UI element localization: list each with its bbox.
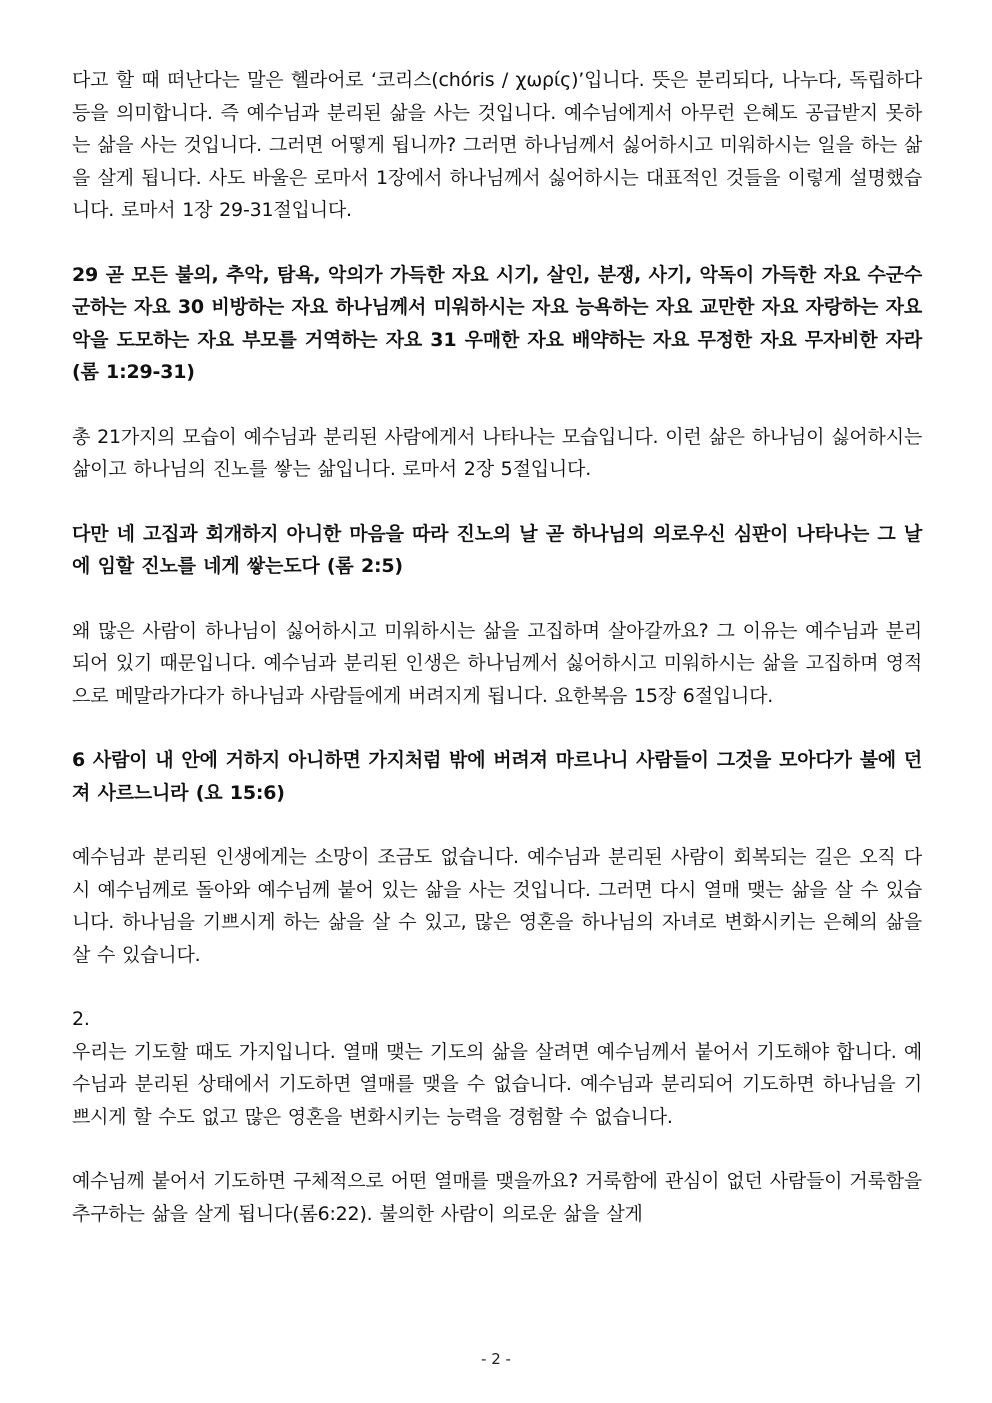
scripture-john-15-6: 6 사람이 내 안에 거하지 아니하면 가지처럼 밖에 버려져 마르나니 사람들이 그것을 모아다가 불에 던져 사르느니라 (요 15:6) xyxy=(72,749,922,804)
document-page xyxy=(72,64,922,1230)
paragraph-6: 예수님께 붙어서 기도하면 구체적으로 어떤 열매를 맺을까요? 거룩함에 관심이 없던 사람들이 거룩함을 추구하는 삶을 살게 됩니다(롬6:22). 불의한 사람이 의로운 삶을 살게 xyxy=(72,1170,922,1225)
paragraph-4: 예수님과 분리된 인생에게는 소망이 조금도 없습니다. 예수님과 분리된 사람이 회복되는 길은 오직 다시 예수님께로 돌아와 예수님께 붙어 있는 삶을 사는 것입니다. 그러면 다시 열매 맺는 삶을 살 수 있습니다. 하나님을 기쁘시게 하는 삶을 살 수 있고, 많은 영혼을 하나님의 자녀로 변화시키는 은혜의 삶을 살 수 있습니다. xyxy=(72,846,922,966)
spacer xyxy=(72,389,922,421)
section-number: 2. xyxy=(72,1008,90,1030)
spacer xyxy=(72,227,922,259)
scripture-romans-1-29-31: 29 곧 모든 불의, 추악, 탐욕, 악의가 가득한 자요 시기, 살인, 분쟁, 사기, 악독이 가득한 자요 수군수군하는 자요 30 비방하는 자요 하나님께서 미워하시는 자요 능욕하는 자요 교만한 자요 자랑하는 자요 악을 도모하는 자요 부모를 거역하는 자요 31 우매한 자요 배약하는 자요 무정한 자요 무자비한 자라 (롬 1:29-31) xyxy=(72,263,922,383)
spacer xyxy=(72,809,922,841)
paragraph-1: 다고 할 때 떠난다는 말은 헬라어로 ‘코리스(chóris / χωρίς)’입니다. 뜻은 분리되다, 나누다, 독립하다 등을 의미합니다. 즉 예수님과 분리된 삶을 사는 것입니다. 예수님에게서 아무런 은혜도 공급받지 못하는 삶을 사는 것입니다. 그러면 어떻게 됩니까? 그러면 하나님께서 싫어하시고 미워하시는 일을 하는 삶을 살게 됩니다. 사도 바울은 로마서 1장에서 하나님께서 싫어하시는 대표적인 것들을 이렇게 설명했습니다. 로마서 1장 29-31절입니다. xyxy=(72,69,922,221)
paragraph-2: 총 21가지의 모습이 예수님과 분리된 사람에게서 나타나는 모습입니다. 이런 삶은 하나님이 싫어하시는 삶이고 하나님의 진노를 쌓는 삶입니다. 로마서 2장 5절입니다. xyxy=(72,425,922,480)
spacer xyxy=(72,486,922,518)
spacer xyxy=(72,1133,922,1165)
paragraph-3: 왜 많은 사람이 하나님이 싫어하시고 미워하시는 삶을 고집하며 살아갈까요? 그 이유는 예수님과 분리되어 있기 때문입니다. 예수님과 분리된 인생은 하나님께서 싫어하시고 미워하시는 삶을 고집하며 영적으로 메말라가다가 하나님과 사람들에게 버려지게 됩니다. 요한복음 15장 6절입니다. xyxy=(72,619,922,707)
spacer xyxy=(72,971,922,1003)
paragraph-5: 우리는 기도할 때도 가지입니다. 열매 맺는 기도의 삶을 살려면 예수님께서 붙어서 기도해야 합니다. 예수님과 분리된 상태에서 기도하면 열매를 맺을 수 없습니다. 예수님과 분리되어 기도하면 하나님을 기쁘시게 할 수도 없고 많은 영혼을 변화시키는 능력을 경험할 수 없습니다. xyxy=(72,1040,922,1128)
page-number: - 2 - xyxy=(481,1350,511,1368)
spacer xyxy=(72,583,922,615)
scripture-romans-2-5: 다만 네 고집과 회개하지 아니한 마음을 따라 진노의 날 곧 하나님의 의로우신 심판이 나타나는 그 날에 임할 진노를 네게 쌓는도다 (롬 2:5) xyxy=(72,522,922,577)
spacer xyxy=(72,712,922,744)
